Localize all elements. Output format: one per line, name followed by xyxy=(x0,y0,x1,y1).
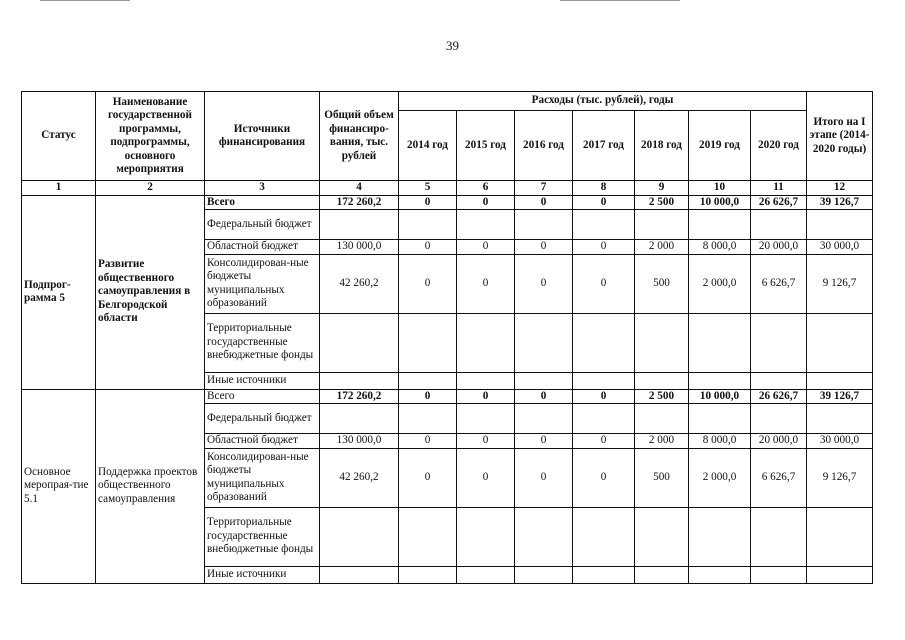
year-value-cell xyxy=(457,210,515,240)
year-value-cell: 0 xyxy=(399,448,457,507)
year-value-cell xyxy=(515,566,573,583)
program-name-cell: Развитие общественного самоуправления в Белгородской области xyxy=(96,195,205,389)
status-cell: Подпрог-рамма 5 xyxy=(22,195,96,389)
year-value-cell xyxy=(689,404,751,434)
year-value-cell xyxy=(635,507,689,566)
year-value-cell: 0 xyxy=(457,389,515,404)
total-volume-cell: 130 000,0 xyxy=(320,434,399,449)
year-value-cell: 0 xyxy=(399,195,457,210)
year-value-cell xyxy=(751,313,807,372)
year-value-cell: 8 000,0 xyxy=(689,240,751,255)
year-value-cell: 0 xyxy=(573,254,635,313)
year-value-cell: 0 xyxy=(573,240,635,255)
total-volume-cell xyxy=(320,404,399,434)
scan-edge-mark xyxy=(40,0,130,1)
year-value-cell xyxy=(399,566,457,583)
year-value-cell xyxy=(573,313,635,372)
column-number: 2 xyxy=(96,181,205,196)
year-value-cell: 0 xyxy=(457,240,515,255)
year-value-cell xyxy=(751,372,807,389)
year-value-cell xyxy=(573,210,635,240)
year-value-cell: 6 626,7 xyxy=(751,254,807,313)
year-value-cell: 26 626,7 xyxy=(751,389,807,404)
stage-total-cell xyxy=(807,404,873,434)
stage-total-cell: 39 126,7 xyxy=(807,389,873,404)
header-sources: Источники финансирования xyxy=(205,92,320,181)
status-cell: Основное меропрая-тие 5.1 xyxy=(22,389,96,583)
header-year: 2018 год xyxy=(635,111,689,181)
page-number: 39 xyxy=(446,38,459,53)
source-cell: Иные источники xyxy=(205,372,320,389)
year-value-cell: 2 000 xyxy=(635,434,689,449)
table-body xyxy=(22,195,873,583)
year-value-cell: 0 xyxy=(399,240,457,255)
year-value-cell xyxy=(635,372,689,389)
total-volume-cell xyxy=(320,313,399,372)
year-value-cell: 8 000,0 xyxy=(689,434,751,449)
year-value-cell xyxy=(515,313,573,372)
total-volume-cell xyxy=(320,372,399,389)
source-cell: Консолидирован-ные бюджеты муниципальных образований xyxy=(205,254,320,313)
stage-total-cell: 30 000,0 xyxy=(807,434,873,449)
total-volume-cell xyxy=(320,507,399,566)
year-value-cell xyxy=(457,313,515,372)
year-value-cell: 0 xyxy=(457,254,515,313)
source-cell: Федеральный бюджет xyxy=(205,404,320,434)
source-cell: Федеральный бюджет xyxy=(205,210,320,240)
header-year: 2017 год xyxy=(573,111,635,181)
header-expenses: Расходы (тыс. рублей), годы xyxy=(399,92,807,111)
total-volume-cell: 172 260,2 xyxy=(320,389,399,404)
source-cell: Территориальные государственные внебюджетные фонды xyxy=(205,313,320,372)
header-year: 2015 год xyxy=(457,111,515,181)
total-volume-cell: 42 260,2 xyxy=(320,448,399,507)
year-value-cell: 0 xyxy=(573,195,635,210)
year-value-cell xyxy=(751,566,807,583)
total-volume-cell: 42 260,2 xyxy=(320,254,399,313)
year-value-cell xyxy=(635,210,689,240)
year-value-cell xyxy=(515,210,573,240)
year-value-cell: 0 xyxy=(515,240,573,255)
year-value-cell: 0 xyxy=(515,434,573,449)
budget-table xyxy=(21,91,873,584)
header-year: 2016 год xyxy=(515,111,573,181)
source-cell: Всего xyxy=(205,389,320,404)
year-value-cell: 20 000,0 xyxy=(751,240,807,255)
year-value-cell: 2 000 xyxy=(635,240,689,255)
year-value-cell: 2 000,0 xyxy=(689,254,751,313)
year-value-cell xyxy=(689,566,751,583)
stage-total-cell xyxy=(807,210,873,240)
year-value-cell: 0 xyxy=(399,254,457,313)
year-value-cell: 0 xyxy=(399,389,457,404)
column-number: 5 xyxy=(399,181,457,196)
year-value-cell xyxy=(457,372,515,389)
year-value-cell xyxy=(635,566,689,583)
year-value-cell: 0 xyxy=(457,195,515,210)
year-value-cell: 0 xyxy=(573,389,635,404)
year-value-cell xyxy=(515,507,573,566)
column-number: 4 xyxy=(320,181,399,196)
year-value-cell: 6 626,7 xyxy=(751,448,807,507)
column-number: 10 xyxy=(689,181,751,196)
year-value-cell xyxy=(573,507,635,566)
year-value-cell: 0 xyxy=(515,254,573,313)
stage-total-cell: 9 126,7 xyxy=(807,254,873,313)
year-value-cell xyxy=(689,372,751,389)
year-value-cell: 26 626,7 xyxy=(751,195,807,210)
stage-total-cell xyxy=(807,566,873,583)
year-value-cell xyxy=(689,210,751,240)
year-value-cell xyxy=(457,566,515,583)
stage-total-cell: 9 126,7 xyxy=(807,448,873,507)
year-value-cell xyxy=(399,210,457,240)
table-header xyxy=(22,92,873,196)
year-value-cell xyxy=(751,507,807,566)
year-value-cell: 2 500 xyxy=(635,195,689,210)
year-value-cell xyxy=(457,507,515,566)
year-value-cell: 0 xyxy=(515,195,573,210)
year-value-cell xyxy=(399,372,457,389)
stage-total-cell: 39 126,7 xyxy=(807,195,873,210)
year-value-cell: 0 xyxy=(515,448,573,507)
year-value-cell xyxy=(635,404,689,434)
scan-edge-mark xyxy=(560,0,680,1)
year-value-cell: 0 xyxy=(399,434,457,449)
table-row xyxy=(22,195,873,210)
column-number: 11 xyxy=(751,181,807,196)
year-value-cell xyxy=(399,404,457,434)
year-value-cell: 500 xyxy=(635,448,689,507)
year-value-cell xyxy=(515,372,573,389)
stage-total-cell xyxy=(807,313,873,372)
year-value-cell: 2 500 xyxy=(635,389,689,404)
year-value-cell: 0 xyxy=(457,448,515,507)
column-number: 7 xyxy=(515,181,573,196)
year-value-cell xyxy=(751,210,807,240)
header-status: Статус xyxy=(22,92,96,181)
year-value-cell: 10 000,0 xyxy=(689,195,751,210)
stage-total-cell: 30 000,0 xyxy=(807,240,873,255)
source-cell: Консолидирован-ные бюджеты муниципальных образований xyxy=(205,448,320,507)
column-number: 12 xyxy=(807,181,873,196)
total-volume-cell: 130 000,0 xyxy=(320,240,399,255)
year-value-cell: 20 000,0 xyxy=(751,434,807,449)
year-value-cell xyxy=(635,313,689,372)
year-value-cell: 0 xyxy=(515,389,573,404)
header-year: 2014 год xyxy=(399,111,457,181)
stage-total-cell xyxy=(807,372,873,389)
source-cell: Иные источники xyxy=(205,566,320,583)
column-number: 6 xyxy=(457,181,515,196)
total-volume-cell: 172 260,2 xyxy=(320,195,399,210)
year-value-cell: 500 xyxy=(635,254,689,313)
column-number: 8 xyxy=(573,181,635,196)
source-cell: Областной бюджет xyxy=(205,434,320,449)
source-cell: Всего xyxy=(205,195,320,210)
year-value-cell: 0 xyxy=(457,434,515,449)
year-value-cell xyxy=(573,372,635,389)
year-value-cell xyxy=(689,313,751,372)
header-year: 2019 год xyxy=(689,111,751,181)
total-volume-cell xyxy=(320,210,399,240)
header-stage-total: Итого на I этапе (2014-2020 годы) xyxy=(807,92,873,181)
header-total-volume: Общий объем финансиро-вания, тыс. рублей xyxy=(320,92,399,181)
header-year: 2020 год xyxy=(751,111,807,181)
year-value-cell xyxy=(457,404,515,434)
source-cell: Территориальные государственные внебюджетные фонды xyxy=(205,507,320,566)
table-row xyxy=(22,389,873,404)
column-number: 1 xyxy=(22,181,96,196)
column-number: 9 xyxy=(635,181,689,196)
year-value-cell: 10 000,0 xyxy=(689,389,751,404)
source-cell: Областной бюджет xyxy=(205,240,320,255)
year-value-cell: 0 xyxy=(573,434,635,449)
year-value-cell: 0 xyxy=(573,448,635,507)
header-name: Наименование государственной программы, подпрограммы, основного мероприятия xyxy=(96,92,205,181)
year-value-cell xyxy=(573,404,635,434)
column-number: 3 xyxy=(205,181,320,196)
year-value-cell xyxy=(399,313,457,372)
year-value-cell xyxy=(573,566,635,583)
stage-total-cell xyxy=(807,507,873,566)
year-value-cell: 2 000,0 xyxy=(689,448,751,507)
total-volume-cell xyxy=(320,566,399,583)
year-value-cell xyxy=(689,507,751,566)
year-value-cell xyxy=(515,404,573,434)
year-value-cell xyxy=(399,507,457,566)
program-name-cell: Поддержка проектов общественного самоуправления xyxy=(96,389,205,583)
year-value-cell xyxy=(751,404,807,434)
